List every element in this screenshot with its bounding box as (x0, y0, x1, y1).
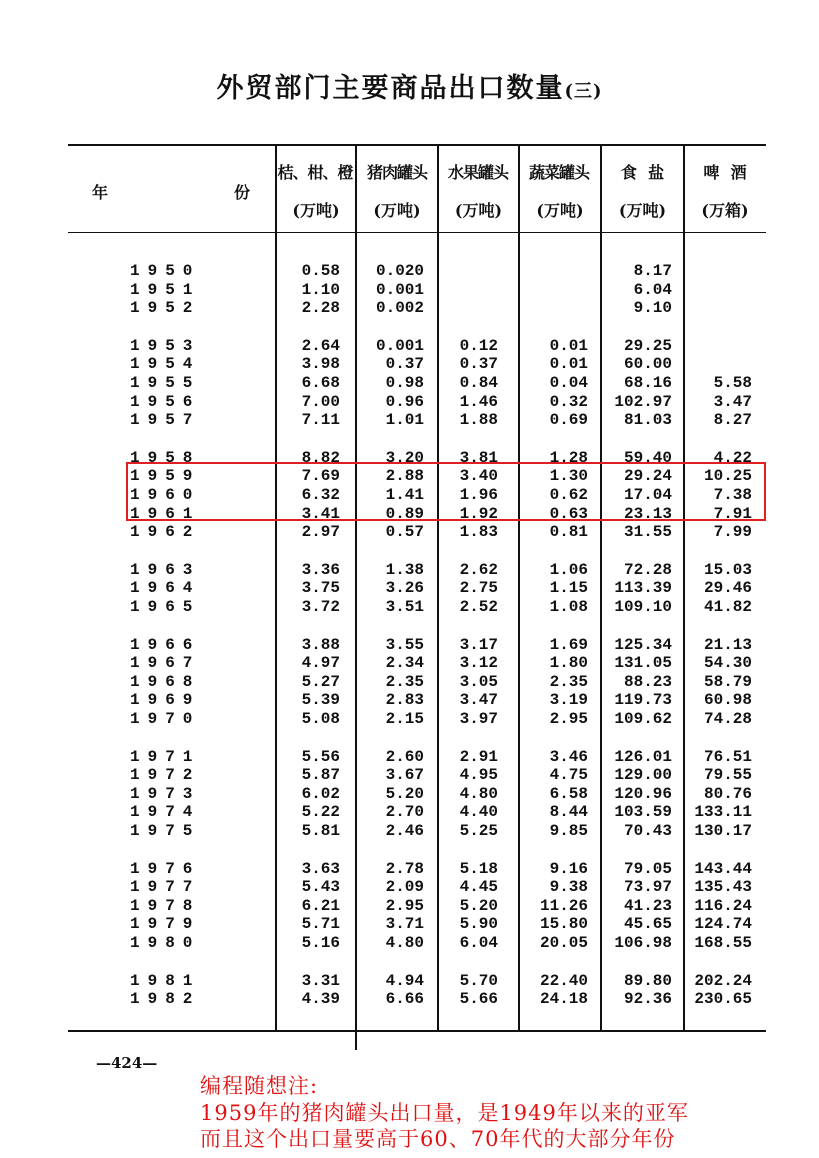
value-cell: 5.70 (459, 971, 498, 990)
value-cell: 4.80 (459, 784, 498, 803)
value-cell: 102.97 (614, 392, 672, 411)
value-cell: 5.22 (301, 803, 340, 822)
table-bottom-rule (68, 1030, 766, 1032)
value-cell: 3.97 (459, 710, 498, 728)
value-cell: 4.40 (459, 803, 498, 822)
year-cell: 1977 (130, 878, 201, 897)
value-cell: 79.55 (703, 766, 752, 785)
title-main: 外贸部门主要商品出口数量 (216, 73, 565, 104)
title-suffix: (三) (564, 81, 603, 102)
year-header-char1: 年 (92, 183, 109, 202)
value-cell: 15.03 (703, 560, 752, 579)
value-cell: 60.00 (623, 355, 672, 374)
col-unit-citrus: (万吨) (292, 201, 340, 220)
value-cell (428, 262, 498, 280)
value-cell: 6.32 (301, 486, 340, 504)
value-cell: 17.04 (623, 486, 672, 504)
table-top-rule (68, 144, 766, 146)
value-cell: 120.96 (614, 784, 672, 803)
value-cell: 0.84 (459, 374, 498, 392)
value-cell: 68.16 (623, 374, 672, 392)
value-cell: 29.24 (623, 467, 672, 486)
value-cell: 3.88 (301, 635, 340, 654)
value-cell: 131.05 (614, 654, 672, 673)
value-cell: 8.27 (713, 411, 752, 430)
value-cell: 70.43 (623, 822, 672, 840)
value-cell: 4.75 (549, 766, 588, 785)
value-cell (518, 281, 588, 299)
value-cell: 20.05 (539, 934, 588, 952)
year-cell: 1967 (130, 654, 201, 673)
value-cell: 9.38 (549, 878, 588, 897)
note-title: 编程随想注: (200, 1074, 319, 1098)
value-cell: 0.37 (459, 355, 498, 374)
value-cell: 3.46 (549, 747, 588, 766)
value-cell: 109.62 (614, 710, 672, 728)
year-cell: 1976 (130, 859, 201, 878)
value-cell: 4.45 (459, 878, 498, 897)
year-cell: 1963 (130, 560, 201, 579)
highlight-box-1959-1961 (126, 462, 766, 521)
value-cell: 8.17 (633, 262, 672, 280)
value-cell: 168.55 (694, 934, 752, 952)
value-cell: 4.80 (385, 934, 424, 952)
value-cell: 124.74 (694, 915, 752, 934)
year-cell: 1978 (130, 896, 201, 915)
value-cell: 1.92 (459, 504, 498, 523)
value-cell: 9.10 (633, 299, 672, 318)
year-cell: 1980 (130, 934, 201, 952)
value-cell: 135.43 (694, 878, 752, 897)
value-cell: 1.28 (549, 448, 588, 467)
value-cell: 1.15 (549, 579, 588, 598)
value-cell: 1.08 (549, 598, 588, 616)
value-cell: 72.28 (623, 560, 672, 579)
value-cell: 5.16 (301, 934, 340, 952)
value-cell: 126.01 (614, 747, 672, 766)
value-cell: 24.18 (539, 990, 588, 1009)
value-cell: 143.44 (694, 859, 752, 878)
year-cell: 1972 (130, 766, 201, 785)
value-cell: 0.020 (375, 262, 424, 280)
value-cell: 3.67 (385, 766, 424, 785)
page-number: —424— (96, 1054, 158, 1072)
year-cell: 1961 (130, 504, 201, 523)
value-cell: 76.51 (703, 747, 752, 766)
year-cell: 1951 (130, 280, 201, 299)
value-cell: 1.83 (459, 523, 498, 542)
value-cell: 89.80 (623, 971, 672, 990)
value-cell: 3.19 (549, 691, 588, 710)
value-cell (682, 281, 752, 299)
value-cell: 0.32 (549, 392, 588, 411)
value-cell: 88.23 (623, 672, 672, 691)
value-cell: 2.78 (385, 859, 424, 878)
value-cell: 130.17 (694, 822, 752, 840)
value-cell: 3.81 (459, 448, 498, 467)
value-cell (518, 262, 588, 280)
year-cell: 1953 (130, 336, 201, 355)
value-cell: 3.17 (459, 635, 498, 654)
value-cell: 125.34 (614, 635, 672, 654)
value-cell: 103.59 (614, 803, 672, 822)
value-cell (682, 299, 752, 317)
value-cell: 5.66 (459, 990, 498, 1009)
value-cell: 22.40 (539, 971, 588, 990)
value-cell: 3.40 (459, 467, 498, 486)
value-cell: 58.79 (703, 672, 752, 691)
value-cell: 2.64 (301, 336, 340, 355)
value-cell: 3.47 (713, 392, 752, 411)
col-unit-veg-cans: (万吨) (536, 201, 584, 220)
value-cell: 1.46 (459, 392, 498, 411)
value-cell: 9.85 (549, 822, 588, 840)
value-cell: 8.82 (301, 448, 340, 467)
value-cell: 3.55 (385, 635, 424, 654)
value-cell: 2.75 (459, 579, 498, 598)
value-cell: 15.80 (539, 915, 588, 934)
value-cell: 6.66 (385, 990, 424, 1009)
value-cell (682, 355, 752, 373)
value-cell: 4.95 (459, 766, 498, 785)
year-cell: 1969 (130, 691, 201, 710)
value-cell: 5.25 (459, 822, 498, 840)
year-cell: 1950 (130, 262, 201, 280)
value-cell: 3.47 (459, 691, 498, 710)
value-cell: 0.01 (549, 336, 588, 355)
value-cell: 0.002 (375, 299, 424, 318)
value-cell: 0.62 (549, 486, 588, 504)
year-cell: 1975 (130, 822, 201, 840)
value-cell: 5.87 (301, 766, 340, 785)
value-cell: 3.36 (301, 560, 340, 579)
year-cell: 1981 (130, 971, 201, 990)
value-cell: 3.71 (385, 915, 424, 934)
value-cell: 11.26 (539, 896, 588, 915)
col-unit-salt: (万吨) (618, 201, 667, 220)
value-cell: 0.12 (459, 336, 498, 355)
value-cell: 0.001 (375, 336, 424, 355)
year-cell: 1974 (130, 803, 201, 822)
value-cell: 1.96 (459, 486, 498, 504)
value-cell: 81.03 (623, 411, 672, 430)
value-cell (428, 299, 498, 317)
value-cell: 41.23 (623, 896, 672, 915)
value-cell: 7.99 (713, 523, 752, 542)
value-cell: 113.39 (614, 579, 672, 598)
value-cell: 2.88 (385, 467, 424, 486)
value-cell: 8.44 (549, 803, 588, 822)
value-cell: 21.13 (703, 635, 752, 654)
note-line-1: 1959年的猪肉罐头出口量，是1949年以来的亚军 (200, 1101, 689, 1125)
year-cell: 1965 (130, 598, 201, 616)
value-cell: 2.46 (385, 822, 424, 840)
value-cell: 1.41 (385, 486, 424, 504)
value-cell: 6.04 (459, 934, 498, 952)
value-cell: 5.90 (459, 915, 498, 934)
value-cell: 3.63 (301, 859, 340, 878)
value-cell: 4.97 (301, 654, 340, 673)
value-cell: 0.58 (301, 262, 340, 280)
year-cell: 1962 (130, 523, 201, 542)
value-cell: 4.94 (385, 971, 424, 990)
value-cell: 0.63 (549, 504, 588, 523)
value-cell: 2.15 (385, 710, 424, 728)
year-cell: 1973 (130, 784, 201, 803)
value-cell: 0.69 (549, 411, 588, 430)
value-cell: 3.12 (459, 654, 498, 673)
value-cell: 129.00 (614, 766, 672, 785)
value-cell (682, 337, 752, 355)
value-cell: 2.91 (459, 747, 498, 766)
value-cell: 54.30 (703, 654, 752, 673)
header-bottom-rule (68, 232, 766, 233)
value-cell (518, 299, 588, 317)
year-cell: 1966 (130, 635, 201, 654)
value-cell: 2.95 (549, 710, 588, 728)
value-cell: 5.18 (459, 859, 498, 878)
value-cell: 0.81 (549, 523, 588, 542)
year-cell: 1979 (130, 915, 201, 934)
col-header-pork-cans: 猪肉罐头 (366, 163, 427, 182)
value-cell: 6.21 (301, 896, 340, 915)
value-cell: 1.01 (385, 411, 424, 430)
year-cell: 1955 (130, 374, 201, 392)
value-cell: 60.98 (703, 691, 752, 710)
value-cell (428, 281, 498, 299)
value-cell: 119.73 (614, 691, 672, 710)
year-header-char2: 份 (234, 183, 251, 202)
value-cell: 116.24 (694, 896, 752, 915)
value-cell: 3.41 (301, 504, 340, 523)
value-cell: 5.39 (301, 691, 340, 710)
year-cell: 1957 (130, 411, 201, 430)
value-cell: 2.83 (385, 691, 424, 710)
value-cell: 29.46 (703, 579, 752, 598)
value-cell: 7.38 (713, 486, 752, 504)
value-cell: 7.11 (301, 411, 340, 430)
value-cell: 1.80 (549, 654, 588, 673)
year-cell: 1960 (130, 486, 201, 504)
value-cell: 5.08 (301, 710, 340, 728)
value-cell: 106.98 (614, 934, 672, 952)
value-cell: 23.13 (623, 504, 672, 523)
year-cell: 1952 (130, 299, 201, 318)
note-line-2: 而且这个出口量要高于60、70年代的大部分年份 (200, 1127, 676, 1151)
year-cell: 1956 (130, 392, 201, 411)
value-cell: 7.91 (713, 504, 752, 523)
value-cell: 3.26 (385, 579, 424, 598)
value-cell: 7.69 (301, 467, 340, 486)
value-cell: 74.28 (703, 710, 752, 728)
value-cell: 2.34 (385, 654, 424, 673)
value-cell: 133.11 (694, 803, 752, 822)
value-cell: 3.20 (385, 448, 424, 467)
value-cell: 0.96 (385, 392, 424, 411)
value-cell: 1.30 (549, 467, 588, 486)
value-cell: 0.04 (549, 374, 588, 392)
value-cell: 45.65 (623, 915, 672, 934)
value-cell: 5.71 (301, 915, 340, 934)
value-cell: 5.27 (301, 672, 340, 691)
value-cell: 3.31 (301, 971, 340, 990)
value-cell: 4.39 (301, 990, 340, 1009)
year-cell: 1954 (130, 355, 201, 374)
value-cell: 2.52 (459, 598, 498, 616)
col-unit-pork-cans: (万吨) (373, 201, 421, 220)
value-cell: 73.97 (623, 878, 672, 897)
value-cell: 59.40 (623, 448, 672, 467)
value-cell: 0.89 (385, 504, 424, 523)
value-cell: 3.05 (459, 672, 498, 691)
value-cell: 9.16 (549, 859, 588, 878)
value-cell: 2.70 (385, 803, 424, 822)
value-cell: 10.25 (703, 467, 752, 486)
value-cell: 79.05 (623, 859, 672, 878)
col-header-salt: 食 盐 (620, 163, 665, 182)
year-cell: 1958 (130, 448, 201, 467)
value-cell: 2.35 (385, 672, 424, 691)
value-cell: 5.43 (301, 878, 340, 897)
value-cell: 2.62 (459, 560, 498, 579)
value-cell: 3.72 (301, 598, 340, 616)
value-cell: 2.28 (301, 299, 340, 318)
page-title (0, 66, 819, 105)
col-unit-beer: (万箱) (701, 201, 749, 220)
value-cell: 0.98 (385, 374, 424, 392)
value-cell: 2.97 (301, 523, 340, 542)
value-cell: 6.58 (549, 784, 588, 803)
value-cell: 5.81 (301, 822, 340, 840)
value-cell: 1.10 (301, 280, 340, 299)
value-cell: 5.20 (459, 896, 498, 915)
value-cell: 0.01 (549, 355, 588, 374)
value-cell: 5.20 (385, 784, 424, 803)
value-cell: 2.35 (549, 672, 588, 691)
value-cell: 5.56 (301, 747, 340, 766)
year-cell: 1968 (130, 672, 201, 691)
value-cell: 2.95 (385, 896, 424, 915)
year-cell: 1982 (130, 990, 201, 1009)
value-cell: 29.25 (623, 336, 672, 355)
value-cell: 202.24 (694, 971, 752, 990)
value-cell: 0.001 (375, 280, 424, 299)
value-cell: 2.09 (385, 878, 424, 897)
value-cell: 6.04 (633, 280, 672, 299)
col-header-fruit-cans: 水果罐头 (447, 163, 508, 182)
year-cell: 1959 (130, 467, 201, 486)
value-cell: 109.10 (614, 598, 672, 616)
value-cell: 3.51 (385, 598, 424, 616)
value-cell: 0.37 (385, 355, 424, 374)
value-cell: 31.55 (623, 523, 672, 542)
value-cell: 2.60 (385, 747, 424, 766)
col-header-veg-cans: 蔬菜罐头 (528, 163, 589, 182)
value-cell: 1.38 (385, 560, 424, 579)
year-cell: 1970 (130, 710, 201, 728)
value-cell: 92.36 (623, 990, 672, 1009)
value-cell: 7.00 (301, 392, 340, 411)
value-cell: 1.06 (549, 560, 588, 579)
value-cell: 80.76 (703, 784, 752, 803)
value-cell (682, 262, 752, 280)
value-cell: 230.65 (694, 990, 752, 1009)
value-cell: 5.58 (713, 374, 752, 392)
col-header-citrus: 桔、柑、橙 (277, 163, 353, 182)
col-unit-fruit-cans: (万吨) (454, 201, 503, 220)
value-cell: 1.88 (459, 411, 498, 430)
year-cell: 1971 (130, 747, 201, 766)
value-cell: 6.68 (301, 374, 340, 392)
value-cell: 0.57 (385, 523, 424, 542)
value-cell: 1.69 (549, 635, 588, 654)
col-header-beer: 啤 酒 (703, 163, 747, 182)
value-cell: 41.82 (703, 598, 752, 616)
value-cell: 4.22 (713, 448, 752, 467)
value-cell: 6.02 (301, 784, 340, 803)
value-cell: 3.98 (301, 355, 340, 374)
year-cell: 1964 (130, 579, 201, 598)
value-cell: 3.75 (301, 579, 340, 598)
